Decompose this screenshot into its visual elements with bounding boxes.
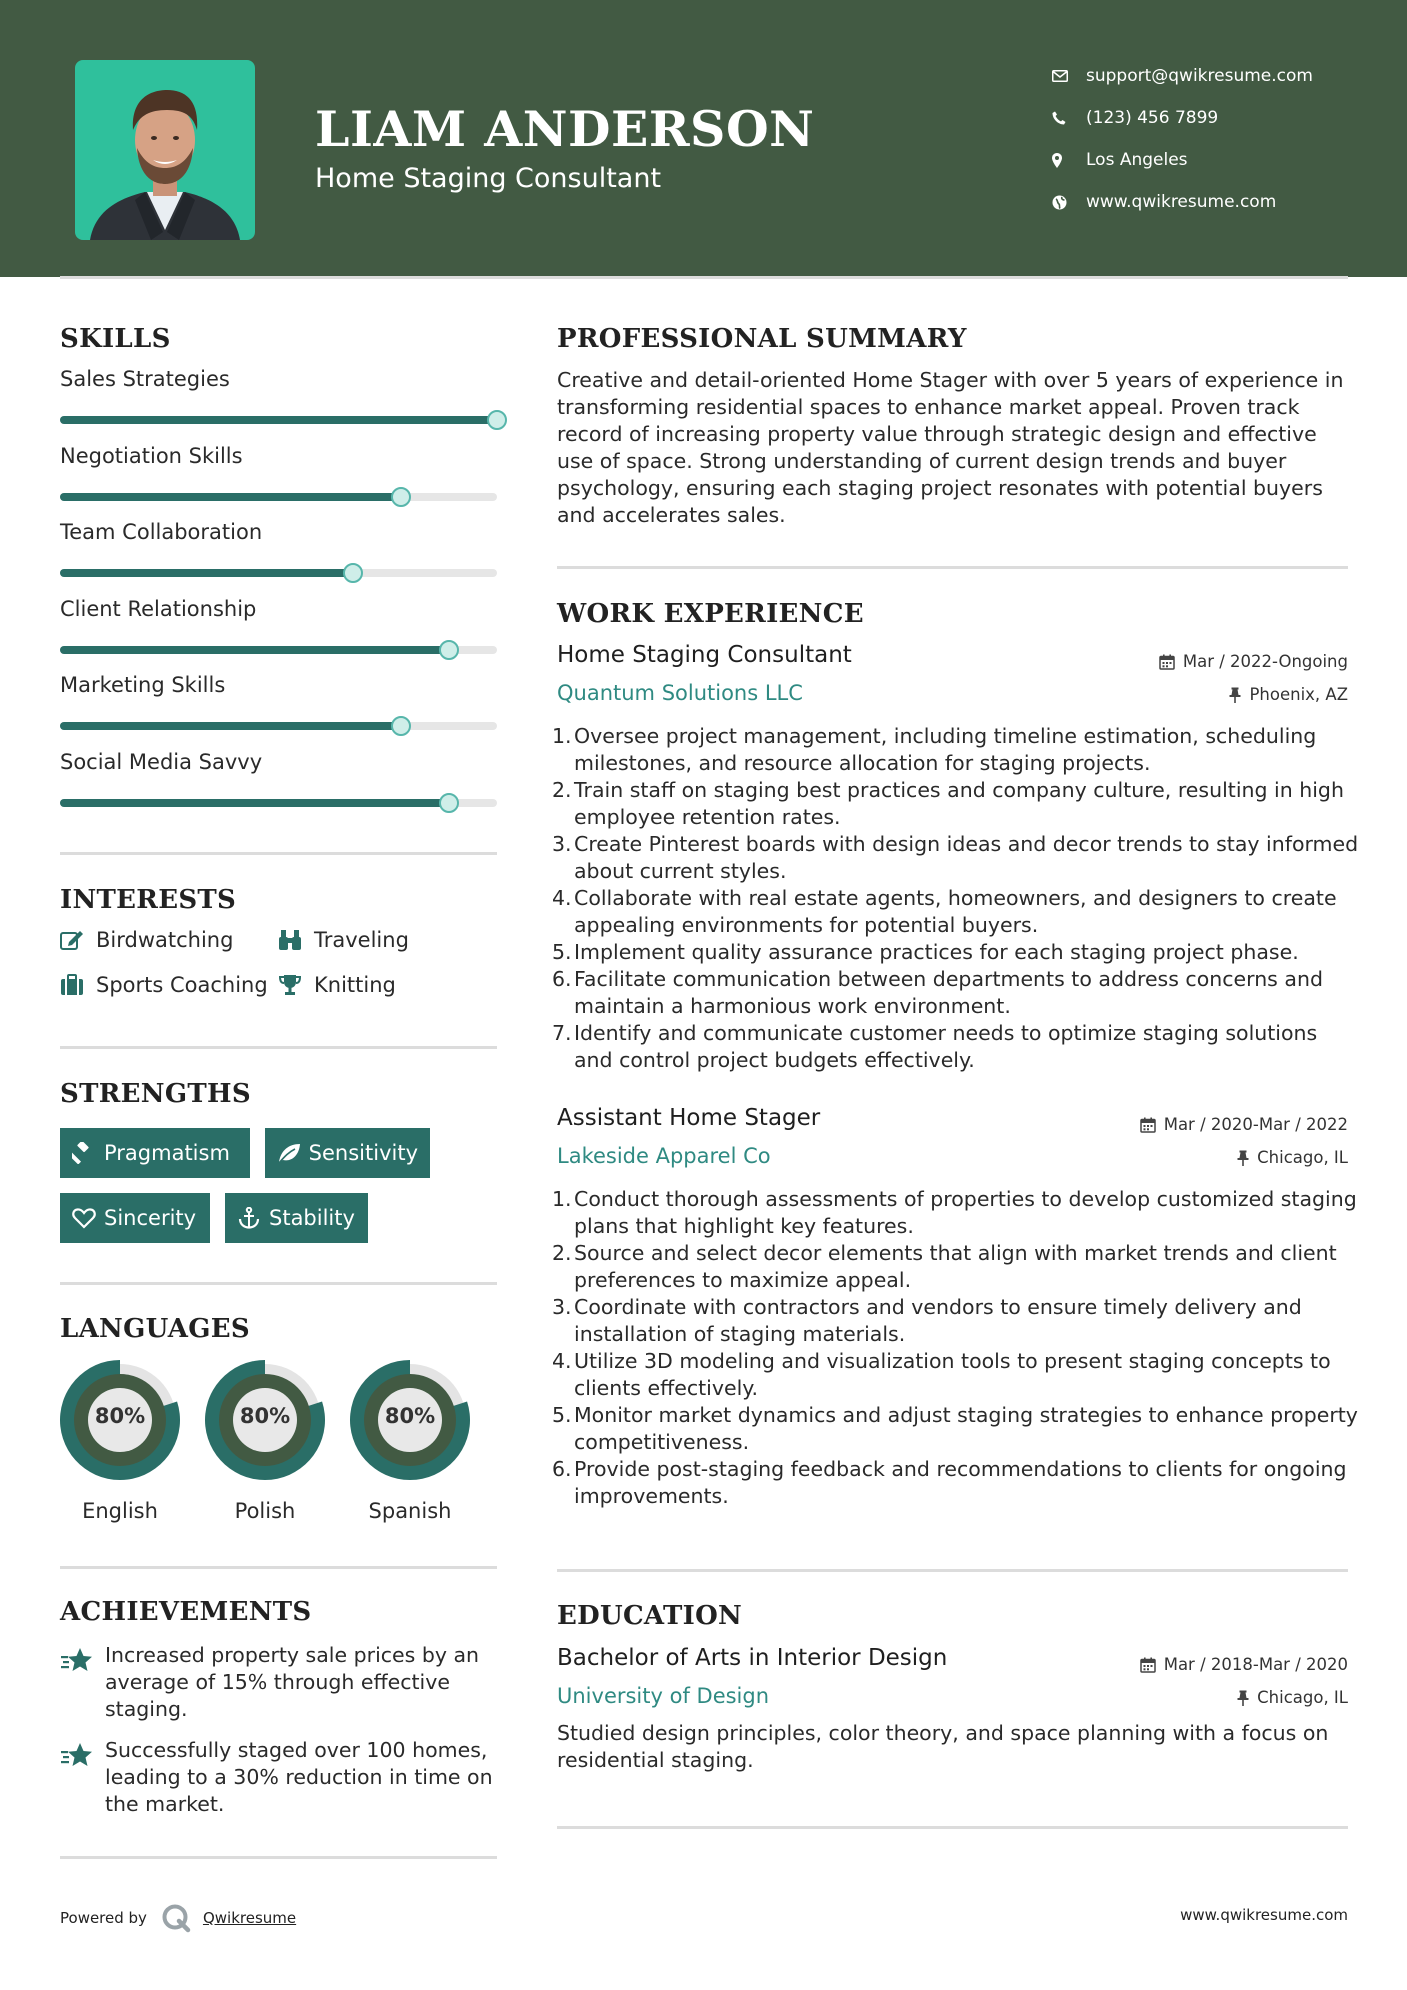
strength-label: Sensitivity: [308, 1141, 418, 1165]
responsibility-item: [552, 1294, 1362, 1348]
skill-level-bar: [60, 799, 497, 807]
powered-by: [60, 1903, 296, 1933]
languages-divider: [60, 1566, 497, 1569]
responsibility-text: Facilitate communication between departments to address concerns and maintain a harmonious work environment.: [574, 967, 1323, 1018]
responsibility-number: 6.: [552, 1457, 572, 1481]
language-percent: 80%: [384, 1404, 436, 1428]
skill-level-handle: [487, 410, 507, 430]
binoculars-icon: [278, 929, 314, 951]
responsibility-text: Utilize 3D modeling and visualization tools to present staging concepts to clients effectively.: [574, 1349, 1331, 1400]
responsibility-number: 6.: [552, 967, 572, 991]
responsibility-text: Provide post-staging feedback and recommendations to clients for ongoing improvements.: [574, 1457, 1347, 1508]
language-item: [350, 1360, 470, 1530]
contact-location-text: Los Angeles: [1086, 150, 1188, 170]
skill-item: [60, 367, 500, 444]
job-responsibilities: [552, 723, 1362, 1074]
skill-level-fill: [60, 799, 449, 807]
header-divider: [60, 276, 1348, 279]
heart-icon: [72, 1207, 104, 1229]
interest-label: Sports Coaching: [96, 973, 268, 997]
calendar-icon: [1140, 1657, 1156, 1673]
responsibility-item: [552, 885, 1362, 939]
responsibility-item: [552, 966, 1362, 1020]
skill-level-handle: [439, 640, 459, 660]
skill-item: [60, 750, 500, 827]
skill-name: Negotiation Skills: [60, 443, 243, 468]
strength-tag: [225, 1193, 368, 1243]
responsibility-number: 7.: [552, 1021, 572, 1045]
profile-photo: [75, 60, 255, 240]
responsibility-item: [552, 1186, 1362, 1240]
responsibility-number: 2.: [552, 1241, 572, 1265]
languages-heading: LANGUAGES: [60, 1314, 250, 1344]
interest-label: Birdwatching: [96, 928, 234, 952]
responsibility-text: Implement quality assurance practices for each staging project phase.: [574, 940, 1299, 964]
contact-list: [1050, 55, 1390, 223]
contact-email[interactable]: [1050, 55, 1390, 97]
job-role: Home Staging Consultant: [557, 642, 852, 668]
job-location-text: Phoenix, AZ: [1249, 685, 1348, 704]
skill-level-bar: [60, 569, 497, 577]
experience-divider: [557, 1569, 1348, 1572]
skill-level-handle: [391, 487, 411, 507]
education-divider: [557, 1826, 1348, 1829]
pushpin-icon: [1229, 687, 1241, 703]
responsibility-text: Monitor market dynamics and adjust staging strategies to enhance property competitiveness.: [574, 1403, 1358, 1454]
gavel-icon: [72, 1142, 104, 1164]
achievement-text: Increased property sale prices by an average of 15% through effective staging.: [105, 1643, 480, 1721]
skill-level-bar: [60, 722, 497, 730]
responsibility-number: 3.: [552, 1295, 572, 1319]
skill-level-fill: [60, 416, 497, 424]
edit-icon: [60, 929, 96, 951]
interests-divider: [60, 1046, 497, 1049]
skill-level-handle: [391, 716, 411, 736]
footer-website-link[interactable]: www.qwikresume.com: [1180, 1906, 1348, 1924]
strengths-heading: STRENGTHS: [60, 1079, 251, 1109]
strengths-divider: [60, 1282, 497, 1285]
responsibility-number: 4.: [552, 886, 572, 910]
skill-name: Team Collaboration: [60, 520, 263, 544]
skill-level-handle: [439, 793, 459, 813]
degree-title: Bachelor of Arts in Interior Design: [557, 1645, 948, 1671]
education-heading: EDUCATION: [557, 1601, 743, 1631]
job-company: Lakeside Apparel Co: [557, 1144, 771, 1168]
skill-level-handle: [343, 563, 363, 583]
skill-level-bar: [60, 416, 497, 424]
responsibility-number: 2.: [552, 778, 572, 802]
contact-website-text: www.qwikresume.com: [1086, 192, 1277, 212]
education-dates-text: Mar / 2018-Mar / 2020: [1163, 1655, 1348, 1674]
summary-heading: PROFESSIONAL SUMMARY: [557, 324, 967, 354]
skill-item: [60, 444, 500, 521]
leaf-icon: [277, 1142, 309, 1164]
job-dates: [1159, 652, 1348, 671]
responsibility-item: [552, 831, 1362, 885]
star-badge-icon: [60, 1646, 94, 1676]
powered-by-label: Powered by: [60, 1909, 147, 1927]
achievement-text: Successfully staged over 100 homes, leading to a 30% reduction in time on the market.: [105, 1738, 493, 1816]
pushpin-icon: [1237, 1150, 1249, 1166]
star-badge-icon: [60, 1741, 94, 1771]
candidate-name: LIAM ANDERSON: [315, 100, 815, 158]
contact-website[interactable]: [1050, 181, 1390, 223]
skill-level-bar: [60, 646, 497, 654]
responsibility-number: 1.: [552, 1187, 572, 1211]
strength-label: Stability: [269, 1206, 355, 1230]
skills-heading: SKILLS: [60, 324, 171, 354]
strength-tag: [60, 1193, 210, 1243]
experience-heading: WORK EXPERIENCE: [557, 599, 864, 629]
school-name: University of Design: [557, 1684, 770, 1708]
contact-phone[interactable]: [1050, 97, 1390, 139]
phone-icon: [1050, 111, 1086, 125]
responsibility-text: Source and select decor elements that align with market trends and client preferences to maximize appeal.: [574, 1241, 1337, 1292]
globe-icon: [1050, 195, 1086, 210]
interest-label: Knitting: [314, 973, 396, 997]
responsibility-number: 4.: [552, 1349, 572, 1373]
job-location: [1229, 685, 1348, 704]
skill-level-fill: [60, 722, 401, 730]
qwikresume-logo-icon: [161, 1903, 191, 1933]
skill-level-fill: [60, 646, 449, 654]
responsibility-text: Coordinate with contractors and vendors to ensure timely delivery and installation of staging materials.: [574, 1295, 1302, 1346]
trophy-icon: [278, 974, 314, 996]
language-percent: 80%: [239, 1404, 291, 1428]
summary-text: Creative and detail-oriented Home Stager with over 5 years of experience in transforming residential spaces to enhance market appeal. Proven track record of increasing property value through strategic design and effective use of space. Strong understanding of current design trends and buyer psychology, ensuring each staging project resonates with potential buyers and accelerates sales.: [557, 368, 1344, 527]
responsibility-text: Oversee project management, including timeline estimation, scheduling milestones, and resource allocation for staging projects.: [574, 724, 1317, 775]
anchor-icon: [237, 1207, 269, 1229]
interests-heading: INTERESTS: [60, 885, 237, 915]
responsibility-item: [552, 1348, 1362, 1402]
pushpin-icon: [1237, 1690, 1249, 1706]
job-location: [1237, 1148, 1348, 1167]
education-location: [1237, 1688, 1348, 1707]
interest-item: [60, 925, 233, 955]
strength-label: Sincerity: [104, 1206, 197, 1230]
responsibility-text: Collaborate with real estate agents, homeowners, and designers to create appealing environments for potential buyers.: [574, 886, 1337, 937]
summary-divider: [557, 566, 1348, 569]
contact-email-text: support@qwikresume.com: [1086, 66, 1313, 86]
job-dates-text: Mar / 2022-Ongoing: [1182, 652, 1348, 671]
responsibility-item: [552, 723, 1362, 777]
skill-item: [60, 597, 500, 674]
language-percent: 80%: [94, 1404, 146, 1428]
achievements-heading: ACHIEVEMENTS: [60, 1597, 312, 1627]
responsibility-item: [552, 939, 1362, 966]
contact-location: [1050, 139, 1390, 181]
skill-name: Sales Strategies: [60, 367, 230, 391]
briefcase-icon: [60, 974, 96, 996]
responsibility-number: 1.: [552, 724, 572, 748]
calendar-icon: [1140, 1117, 1156, 1133]
responsibility-text: Conduct thorough assessments of properties to develop customized staging plans that highlight key features.: [574, 1187, 1357, 1238]
skill-item: [60, 520, 500, 597]
candidate-title: Home Staging Consultant: [315, 163, 662, 194]
responsibility-item: [552, 1402, 1362, 1456]
responsibility-number: 5.: [552, 940, 572, 964]
interest-item: [60, 970, 268, 1000]
job-dates-text: Mar / 2020-Mar / 2022: [1163, 1115, 1348, 1134]
interest-item: [278, 925, 409, 955]
language-item: [205, 1360, 325, 1530]
skill-level-bar: [60, 493, 497, 501]
strength-tag: [60, 1128, 250, 1178]
qwikresume-link[interactable]: Qwikresume: [202, 1909, 297, 1927]
skill-level-fill: [60, 569, 353, 577]
calendar-icon: [1159, 654, 1175, 670]
resume-header: [0, 0, 1407, 277]
language-name: Spanish: [368, 1499, 452, 1523]
job-dates: [1140, 1115, 1348, 1134]
language-item: [60, 1360, 180, 1530]
strength-tag: [265, 1128, 430, 1178]
language-name: Polish: [234, 1499, 296, 1523]
language-name: English: [82, 1499, 158, 1523]
job-location-text: Chicago, IL: [1257, 1148, 1348, 1167]
job-responsibilities: [552, 1186, 1362, 1510]
education-location-text: Chicago, IL: [1257, 1688, 1348, 1707]
job-company: Quantum Solutions LLC: [557, 681, 803, 705]
skill-name: Social Media Savvy: [60, 749, 263, 774]
skill-name: Marketing Skills: [60, 673, 226, 697]
strength-label: Pragmatism: [104, 1141, 230, 1165]
job-role: Assistant Home Stager: [557, 1105, 821, 1131]
interest-item: [278, 970, 396, 1000]
responsibility-item: [552, 1240, 1362, 1294]
responsibility-text: Create Pinterest boards with design ideas and decor trends to stay informed about current styles.: [574, 832, 1359, 883]
skills-divider: [60, 852, 497, 855]
responsibility-item: [552, 1456, 1362, 1510]
contact-phone-text: (123) 456 7899: [1086, 108, 1219, 128]
responsibility-item: [552, 777, 1362, 831]
achievements-divider: [60, 1856, 497, 1859]
responsibility-item: [552, 1020, 1362, 1074]
skill-name: Client Relationship: [60, 596, 257, 621]
map-pin-icon: [1050, 153, 1086, 168]
skill-level-fill: [60, 493, 401, 501]
education-description: Studied design principles, color theory, and space planning with a focus on residential staging.: [557, 1721, 1329, 1772]
responsibility-text: Identify and communicate customer needs to optimize staging solutions and control project budgets effectively.: [574, 1021, 1318, 1072]
responsibility-text: Train staff on staging best practices and company culture, resulting in high employee retention rates.: [574, 778, 1344, 829]
responsibility-number: 5.: [552, 1403, 572, 1427]
skills-list: [60, 367, 500, 826]
education-dates: [1140, 1655, 1348, 1674]
interest-label: Traveling: [314, 928, 409, 952]
skill-item: [60, 673, 500, 750]
responsibility-number: 3.: [552, 832, 572, 856]
envelope-icon: [1050, 70, 1086, 82]
